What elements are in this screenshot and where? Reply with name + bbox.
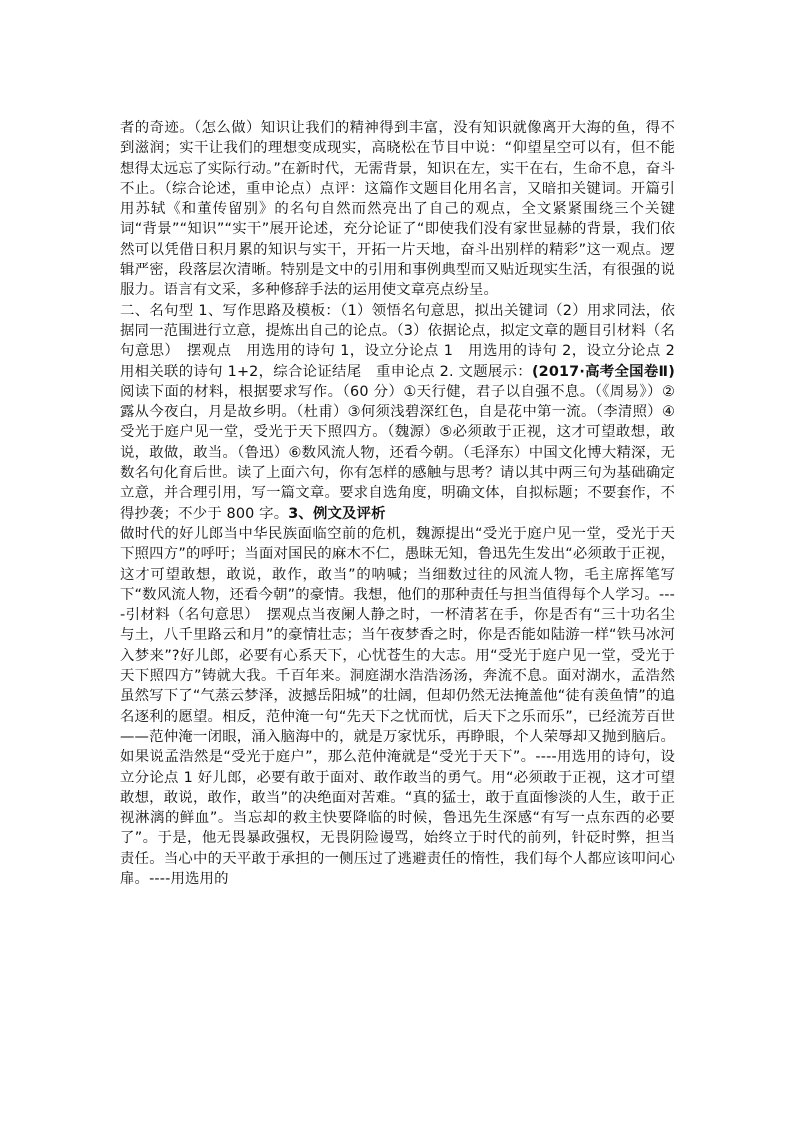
paragraph-example-essay: 做时代的好儿郎当中华民族面临空前的危机，魏源提出“受光于庭户见一堂，受光于天下照四方”的呼吁；当面对国民的麻木不仁，愚昧无知，鲁迅先生发出“必须敢于正视，这才可望敢想，敢说，敢作，敢当”的呐喊；当细数过往的风流人物，毛主席挥笔写下“数风流人物，还看今朝”的豪情。我想，他们的那种责任与担当值得每个人学习。----引材料（名句意思） 摆观点当夜阑人静之时，一杯清茗在手，你是否有“三十功名尘与土，八千里路云和月”的豪情壮志；当午夜梦香之时，你是否能如陆游一样“铁马冰河入梦来”?好儿郎，必要有心系天下，心忧苍生的大志。用“受光于庭户见一堂，受光于天下照四方”铸就大我。千百年来。洞庭湖水浩浩汤汤，奔流不息。面对湖水，孟浩然虽然写下了“气蒸云梦泽，波撼岳阳城”的壮阔，但却仍然无法掩盖他“徒有羡鱼情”的追名逐利的愿望。相反，范仲淹一句“先天下之忧而忧，后天下之乐而乐”，已经流芳百世——范仲淹一闭眼，涌入脑海中的，就是万家忧乐，再睁眼，个人荣辱却又抛到脑后。如果说孟浩然是“受光于庭户”，那么范仲淹就是“受光于天下”。----用选用的诗句，设立分论点 1 好儿郎，必要有敢于面对、敢作敢当的勇气。用“必须敢于正视，这才可望敢想，敢说，敢作，敢当”的决绝面对苦难。“真的猛士，敢于直面惨淡的人生，敢于正视淋漓的鲜血”。当忘却的救主快要降临的时候，鲁迅先生深感“有写一点东西的必要了”。于是，他无畏暴政强权，无畏阴险谩骂，始终立于时代的前列，针砭时弊，担当责任。当心中的天平敢于承担的一侧压过了逃避责任的惰性，我们每个人都应该叩问心扉。----用选用的 [120, 525, 675, 887]
paragraph-writing-template [120, 301, 675, 524]
exam-prompt-text: 阅读下面的材料，根据要求写作。（60 分）①天行健，君子以自强不息。（《周易》）②露从今夜白，月是故乡明。（杜甫）③何须浅碧深红色，自是花中第一流。（李清照）④受光于庭户见一堂，受光于天下照四方。（魏源）⑤必须敢于正视，这才可望敢想，敢说，敢做，敢当。（鲁迅）⑥数风流人物，还看今朝。（毛泽东）中国文化博大精深，无数名句化育后世。读了上面六句，你有怎样的感触与思考？请以其中两三句为基础确定立意，并合理引用，写一篇文章。要求自选角度，明确文体，自拟标题；不要套作，不得抄袭；不少于 800 字。 [120, 383, 675, 522]
section-heading-example: 3、例文及评析 [288, 505, 386, 522]
template-text: 二、名句型 1、写作思路及模板：（1）领悟名句意思，拟出关键词（2）用求同法，依据同一范围进行立意，提炼出自己的论点。（3）依据论点，拟定文章的题目引材料（名句意思） 摆观点 用选用的诗句 1，设立分论点 1 用选用的诗句 2，设立分论点 2 用相关联的诗句 1+2，综合论证结尾 重申论点 2. 文题展示： [120, 302, 675, 380]
document-page [120, 118, 675, 889]
paragraph-essay-comment: 者的奇迹。（怎么做）知识让我们的精神得到丰富，没有知识就像离开大海的鱼，得不到滋润；实干让我们的理想变成现实，高晓松在节目中说：“仰望星空可以有，但不能想得太远忘了实际行动。”在新时代，无需背景，知识在左，实干在右，生命不息，奋斗不止。（综合论述，重申论点）点评：这篇作文题目化用名言，又暗扣关键词。开篇引用苏轼《和董传留别》的名句自然而然亮出了自己的观点，全文紧紧围绕三个关键词“背景”“知识”“实干”展开论述，充分论证了“即使我们没有家世显赫的背景，我们依然可以凭借日积月累的知识与实干，开拓一片天地，奋斗出别样的精彩”这一观点。逻辑严密，段落层次清晰。特别是文中的引用和事例典型而又贴近现实生活，有很强的说服力。语言有文采，多种修辞手法的运用使文章亮点纷呈。 [120, 120, 675, 299]
exam-source: (2017·高考全国卷Ⅱ) [531, 363, 675, 380]
